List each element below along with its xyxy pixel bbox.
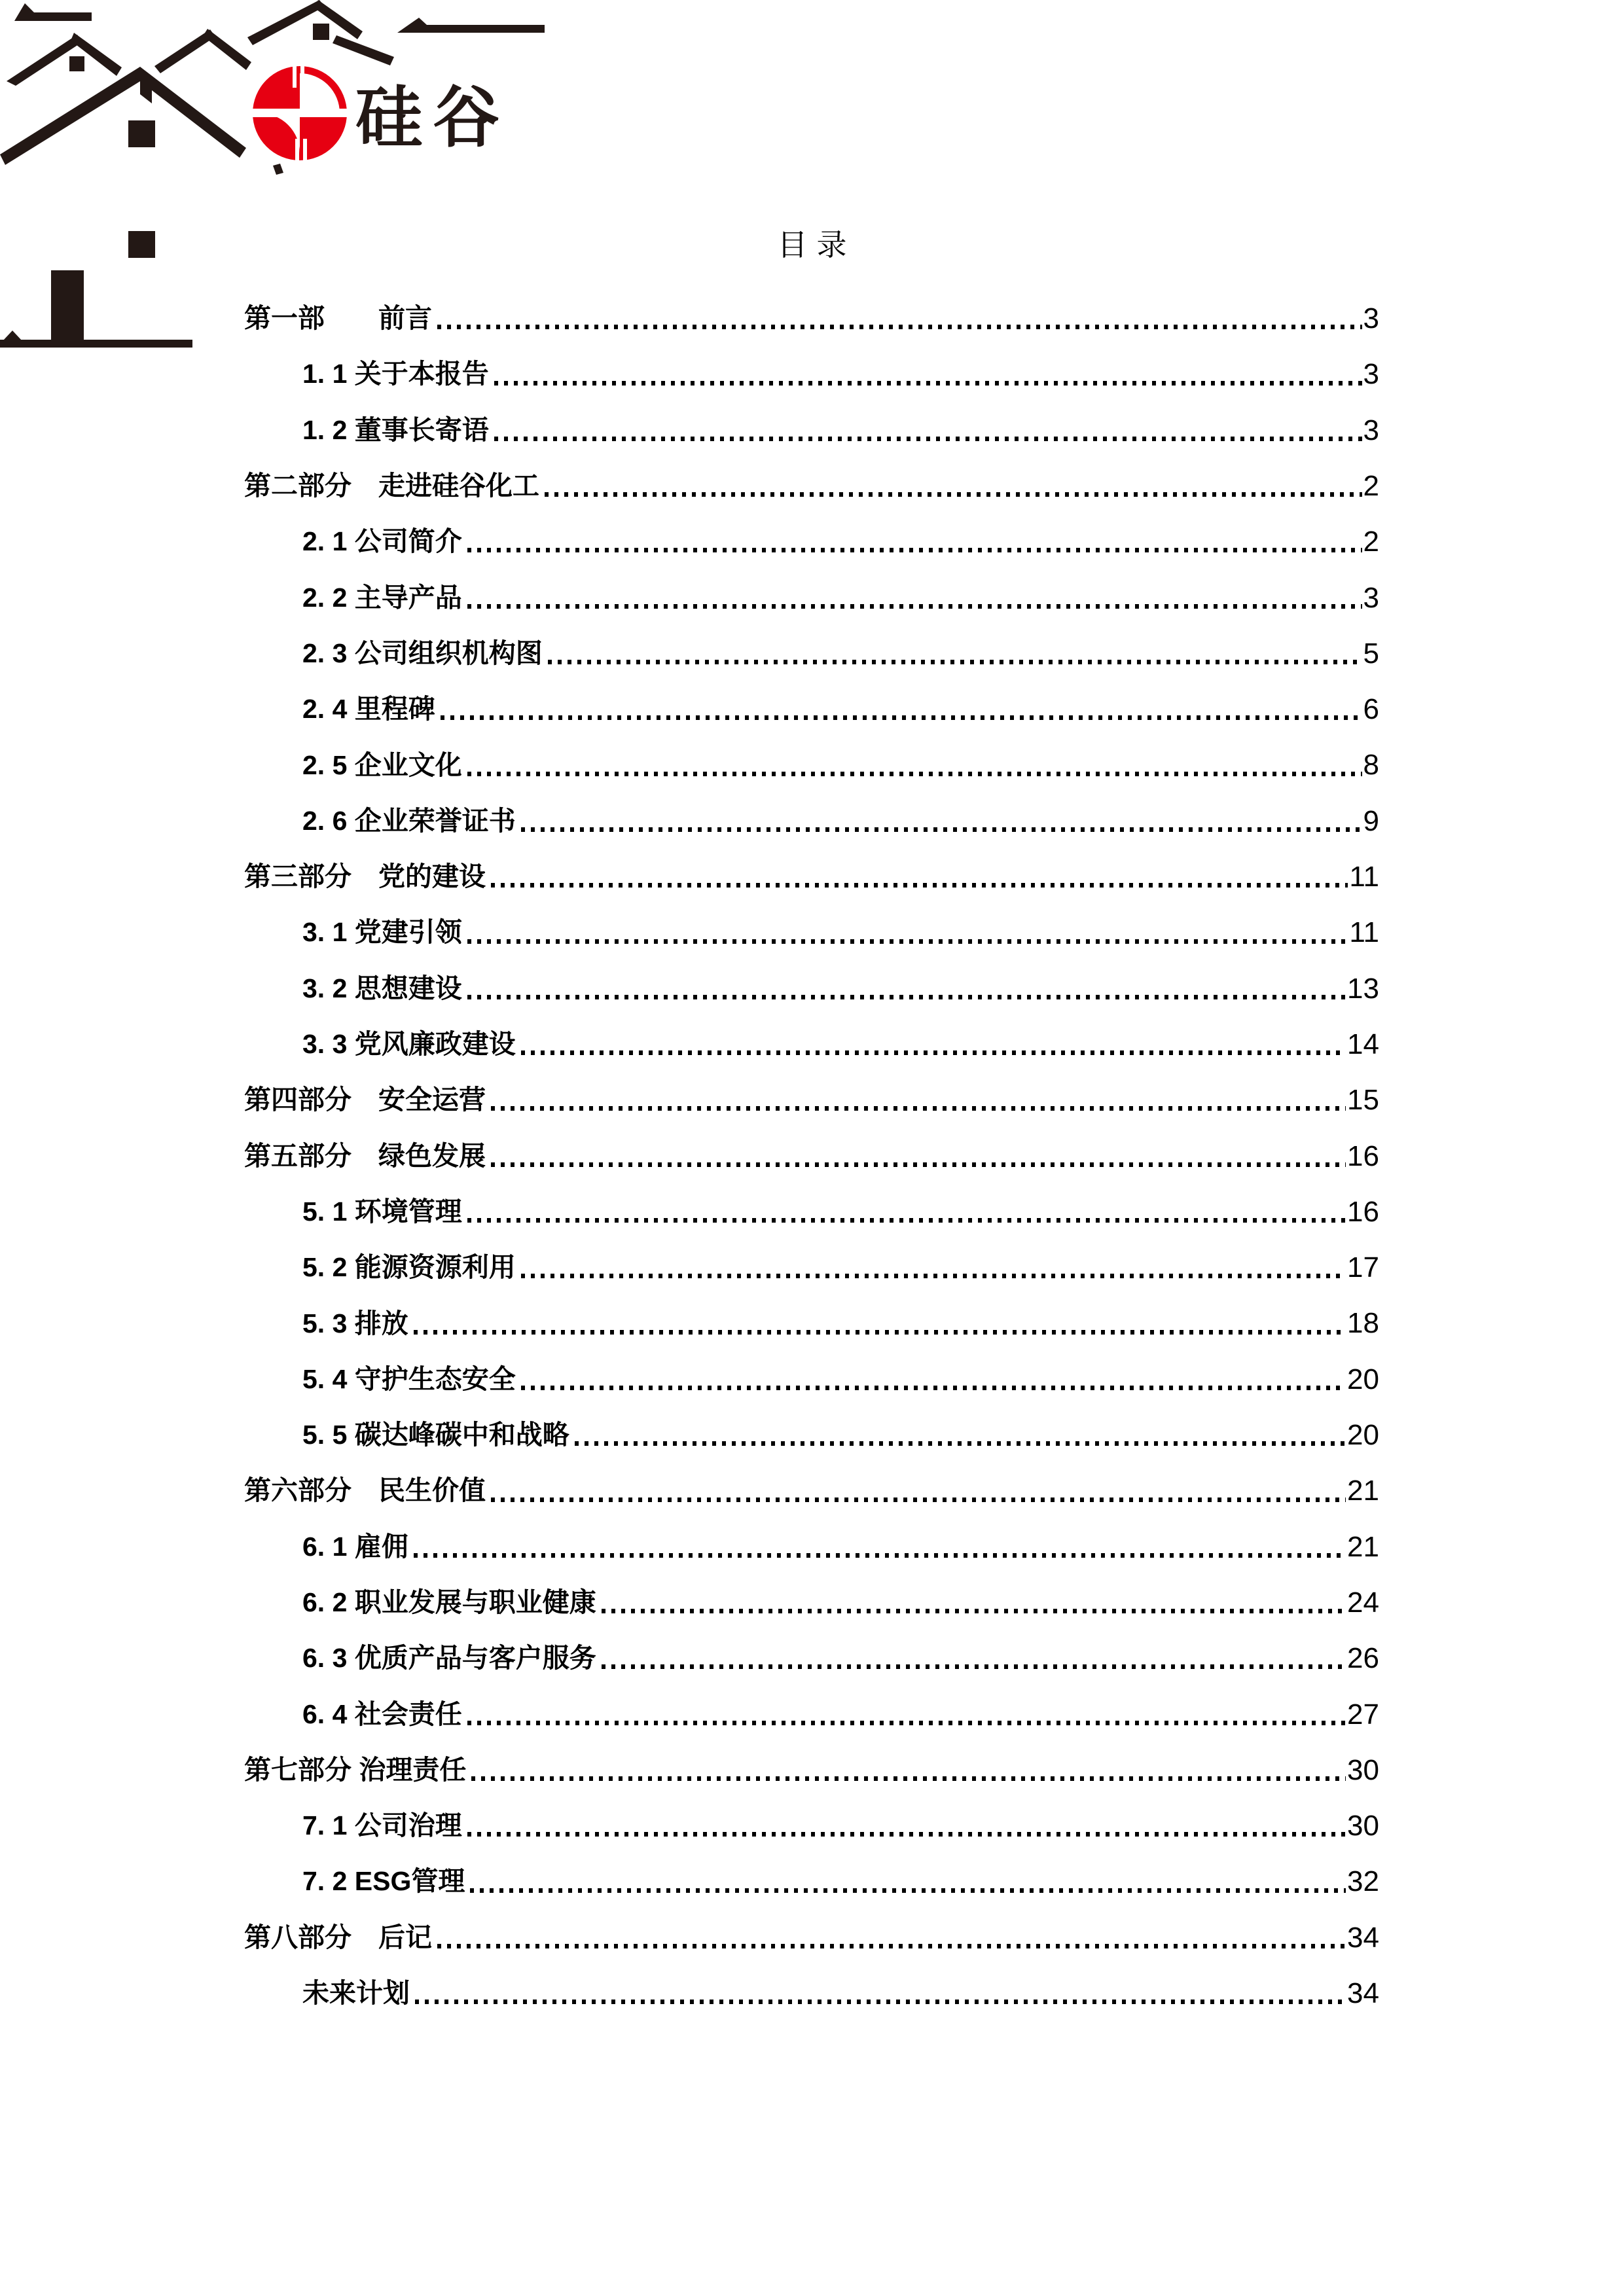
toc-entry[interactable] xyxy=(244,1227,1379,1283)
toc-entry-label: 未来计划 xyxy=(302,1978,410,2009)
toc-entry-label: 6. 4 社会责任 xyxy=(302,1698,462,1729)
toc-entry-label: 第六部分 民生价值 xyxy=(244,1475,486,1506)
toc-entry[interactable] xyxy=(244,1450,1379,1506)
toc-entry[interactable] xyxy=(244,1060,1379,1115)
toc-entry-page: 2 xyxy=(1363,526,1379,558)
toc-entry[interactable] xyxy=(244,1562,1379,1618)
toc-leader-dots xyxy=(491,883,1348,888)
toc-entry-page: 11 xyxy=(1349,916,1379,949)
toc-leader-dots xyxy=(467,1721,1346,1725)
toc-entry[interactable] xyxy=(244,613,1379,669)
toc-entry-label: 2. 6 企业荣誉证书 xyxy=(302,805,516,836)
toc-entry[interactable] xyxy=(244,1618,1379,1674)
toc-leader-dots xyxy=(521,1386,1346,1390)
toc-entry[interactable] xyxy=(244,1283,1379,1338)
toc-entry[interactable] xyxy=(244,334,1379,389)
toc-leader-dots xyxy=(602,1664,1346,1669)
toc-leader-dots xyxy=(467,939,1348,944)
toc-entry-page: 21 xyxy=(1347,1475,1379,1507)
toc-leader-dots xyxy=(437,1944,1346,1948)
toc-entry[interactable] xyxy=(244,669,1379,725)
toc-entry-label: 6. 2 职业发展与职业健康 xyxy=(302,1587,596,1617)
toc-leader-dots xyxy=(467,1218,1346,1223)
toc-entry-page: 27 xyxy=(1347,1698,1379,1731)
toc-entry-label: 6. 3 优质产品与客户服务 xyxy=(302,1643,596,1674)
toc-entry-label: 第三部分 党的建设 xyxy=(244,861,486,892)
toc-entry-label: 第一部 前言 xyxy=(244,303,432,334)
toc-entry[interactable] xyxy=(244,278,1379,334)
toc-entry-label: 2. 3 公司组织机构图 xyxy=(302,637,543,668)
toc-leader-dots xyxy=(467,604,1362,609)
toc-entry-page: 30 xyxy=(1347,1810,1379,1842)
toc-entry[interactable] xyxy=(244,390,1379,446)
toc-entry-label: 2. 1 公司简介 xyxy=(302,526,462,557)
toc-entry-page: 8 xyxy=(1363,749,1379,781)
toc-entry-page: 17 xyxy=(1347,1251,1379,1284)
toc-entry[interactable] xyxy=(244,836,1379,892)
toc-leader-dots xyxy=(521,827,1362,832)
toc-entry-page: 3 xyxy=(1363,581,1379,614)
toc-entry-label: 5. 5 碳达峰碳中和战略 xyxy=(302,1420,569,1450)
toc-entry[interactable] xyxy=(244,1897,1379,1953)
toc-entry-page: 18 xyxy=(1347,1307,1379,1340)
toc-entry-page: 6 xyxy=(1363,693,1379,726)
toc-entry-label: 2. 2 主导产品 xyxy=(302,582,462,613)
toc-leader-dots xyxy=(491,1498,1346,1502)
toc-entry[interactable] xyxy=(244,1785,1379,1841)
toc-entry-label: 1. 1 关于本报告 xyxy=(302,359,489,389)
toc-list xyxy=(244,278,1379,2009)
toc-leader-dots xyxy=(467,1832,1346,1837)
toc-entry-label: 6. 1 雇佣 xyxy=(302,1531,408,1562)
toc-entry-page: 20 xyxy=(1347,1419,1379,1452)
toc-leader-dots xyxy=(548,660,1362,664)
toc-entry-page: 5 xyxy=(1363,637,1379,670)
toc-leader-dots xyxy=(575,1441,1346,1446)
toc-entry-label: 5. 4 守护生态安全 xyxy=(302,1363,516,1394)
toc-entry-label: 2. 5 企业文化 xyxy=(302,749,462,780)
toc-entry[interactable] xyxy=(244,725,1379,780)
toc-entry-page: 32 xyxy=(1347,1865,1379,1898)
toc-entry-label: 1. 2 董事长寄语 xyxy=(302,414,489,445)
toc-entry-page: 34 xyxy=(1347,1977,1379,2010)
toc-entry[interactable] xyxy=(244,1395,1379,1450)
toc-entry-page: 3 xyxy=(1363,358,1379,391)
toc-leader-dots xyxy=(414,1330,1346,1335)
toc-entry[interactable] xyxy=(244,446,1379,501)
toc-leader-dots xyxy=(415,2000,1346,2004)
toc-entry-page: 21 xyxy=(1347,1530,1379,1563)
toc-entry-label: 2. 4 里程碑 xyxy=(302,694,435,725)
toc-entry-label: 5. 2 能源资源利用 xyxy=(302,1252,516,1283)
toc-entry-label: 7. 2 ESG管理 xyxy=(302,1866,465,1897)
toc-entry[interactable] xyxy=(244,1953,1379,2009)
toc-leader-dots xyxy=(491,1162,1346,1167)
toc-entry[interactable] xyxy=(244,1172,1379,1227)
toc-entry-page: 26 xyxy=(1347,1642,1379,1675)
logo-wordmark: 硅谷 xyxy=(355,81,510,155)
toc-entry-label: 5. 1 环境管理 xyxy=(302,1196,462,1227)
toc-entry-label: 7. 1 公司治理 xyxy=(302,1810,462,1841)
toc-entry-page: 11 xyxy=(1349,861,1379,893)
toc-entry-page: 34 xyxy=(1347,1921,1379,1954)
toc-entry[interactable] xyxy=(244,557,1379,613)
toc-entry-page: 13 xyxy=(1347,972,1379,1005)
toc-entry-page: 30 xyxy=(1347,1753,1379,1786)
toc-entry-label: 第四部分 安全运营 xyxy=(244,1085,486,1115)
toc-entry-page: 16 xyxy=(1347,1139,1379,1172)
toc-entry-label: 3. 2 思想建设 xyxy=(302,973,462,1003)
toc-leader-dots xyxy=(494,437,1362,441)
toc-leader-dots xyxy=(471,1776,1346,1781)
toc-entry-page: 24 xyxy=(1347,1586,1379,1619)
toc-leader-dots xyxy=(467,995,1346,999)
toc-leader-dots xyxy=(467,772,1362,776)
toc-entry-page: 20 xyxy=(1347,1363,1379,1395)
toc-entry-page: 16 xyxy=(1347,1195,1379,1228)
toc-entry-label: 第八部分 后记 xyxy=(244,1922,432,1952)
toc-leader-dots xyxy=(494,381,1362,386)
toc-leader-dots xyxy=(441,715,1362,720)
toc-entry-label: 3. 1 党建引领 xyxy=(302,917,462,948)
toc-leader-dots xyxy=(467,548,1362,552)
toc-entry[interactable] xyxy=(244,1674,1379,1729)
toc-entry-label: 第五部分 绿色发展 xyxy=(244,1140,486,1171)
toc-title: 目录 xyxy=(777,228,856,262)
toc-entry-label: 5. 3 排放 xyxy=(302,1308,408,1338)
toc-entry-page: 9 xyxy=(1363,804,1379,837)
toc-leader-dots xyxy=(521,1274,1346,1278)
toc-entry[interactable] xyxy=(244,948,1379,1004)
toc-entry-label: 第二部分 走进硅谷化工 xyxy=(244,471,539,501)
toc-entry-label: 第七部分 治理责任 xyxy=(244,1754,467,1785)
toc-leader-dots xyxy=(470,1888,1346,1893)
toc-leader-dots xyxy=(545,492,1362,497)
logo-emblem xyxy=(247,61,352,166)
toc-entry-page: 3 xyxy=(1363,302,1379,335)
toc-leader-dots xyxy=(602,1609,1346,1613)
toc-entry[interactable] xyxy=(244,1507,1379,1562)
toc-leader-dots xyxy=(414,1553,1346,1558)
toc-entry[interactable] xyxy=(244,1339,1379,1395)
toc-entry[interactable] xyxy=(244,501,1379,557)
toc-entry[interactable] xyxy=(244,1841,1379,1897)
toc-entry[interactable] xyxy=(244,1004,1379,1060)
toc-entry[interactable] xyxy=(244,781,1379,836)
toc-entry-page: 15 xyxy=(1347,1084,1379,1117)
toc-entry-label: 3. 3 党风廉政建设 xyxy=(302,1029,516,1060)
toc-entry[interactable] xyxy=(244,1115,1379,1171)
toc-entry-page: 2 xyxy=(1363,470,1379,502)
toc-entry-page: 3 xyxy=(1363,414,1379,446)
toc-entry-page: 14 xyxy=(1347,1028,1379,1060)
toc-entry[interactable] xyxy=(244,892,1379,948)
toc-entry[interactable] xyxy=(244,1730,1379,1785)
toc-leader-dots xyxy=(437,325,1362,329)
toc-leader-dots xyxy=(491,1106,1346,1111)
toc-leader-dots xyxy=(521,1050,1346,1055)
